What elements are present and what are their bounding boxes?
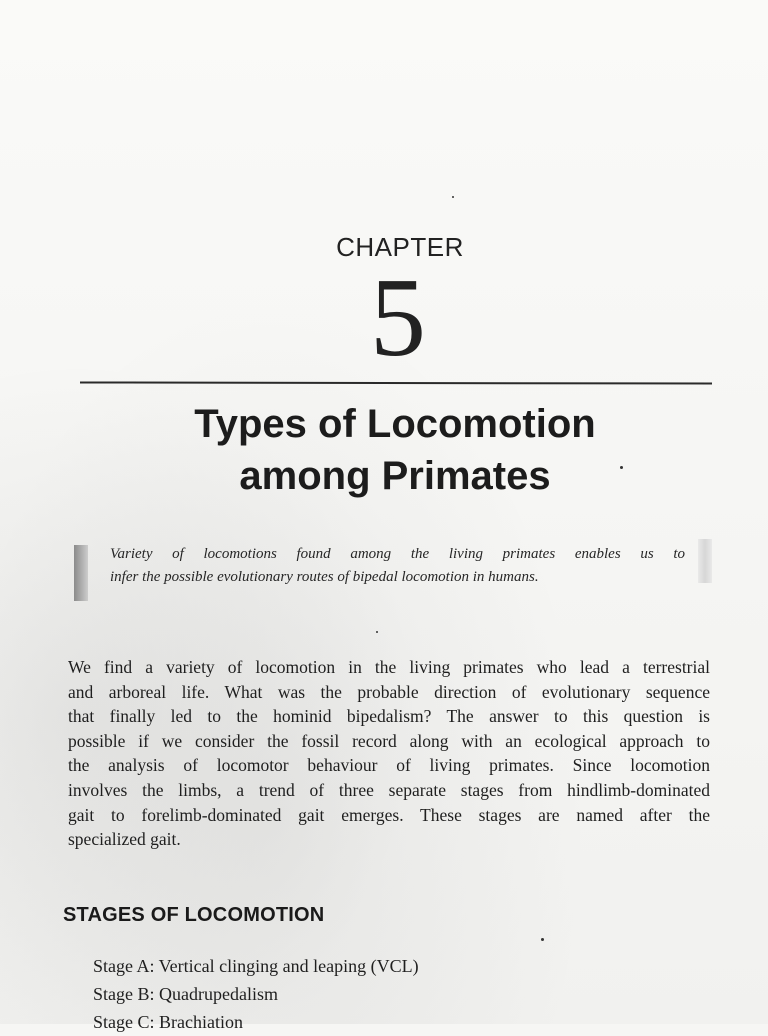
stages-list	[93, 952, 419, 1036]
paragraph-line: gait to forelimb-dominated gait emerges. These stages are named after the	[68, 804, 710, 825]
paragraph-line: We find a variety of locomotion in the living primates who lead a terrestrial	[68, 657, 710, 677]
chapter-number: 5	[370, 256, 426, 380]
epigraph-block	[72, 543, 712, 605]
stage-item: Stage B: Quadrupedalism	[93, 984, 278, 1004]
paragraph-line: possible if we consider the fossil record along with an ecological approach to	[68, 730, 710, 751]
chapter-label: CHAPTER	[336, 232, 464, 262]
paragraph-line: the analysis of locomotor behaviour of living primates. Since locomotion	[68, 755, 710, 776]
chapter-title-line: among Primates	[239, 454, 551, 498]
paragraph-line: involves the limbs, a trend of three separate stages from hindlimb-dominated	[68, 779, 710, 800]
epigraph-right-bar	[698, 539, 712, 583]
stage-item: Stage A: Vertical clinging and leaping (VCL)	[93, 956, 419, 976]
print-speck	[541, 938, 544, 941]
paragraph-line: specialized gait.	[68, 829, 181, 850]
print-speck	[376, 631, 378, 633]
section-heading: STAGES OF LOCOMOTION	[63, 904, 325, 926]
intro-paragraph	[68, 655, 710, 852]
epigraph-line: Variety of locomotions found among the living primates enables us to	[110, 546, 685, 562]
paragraph-line: that finally led to the hominid bipedalism? The answer to this question is	[68, 706, 710, 727]
print-speck	[452, 196, 454, 198]
chapter-divider-rule	[80, 381, 712, 384]
stage-item: Stage C: Brachiation	[93, 1012, 243, 1032]
epigraph-text	[110, 543, 685, 589]
paragraph-line: and arboreal life. What was the probable direction of evolutionary sequence	[68, 681, 710, 702]
chapter-title	[0, 398, 768, 502]
epigraph-line: infer the possible evolutionary routes of bipedal locomotion in humans.	[110, 569, 539, 585]
chapter-title-line: Types of Locomotion	[194, 402, 596, 446]
epigraph-left-bar	[74, 545, 88, 601]
